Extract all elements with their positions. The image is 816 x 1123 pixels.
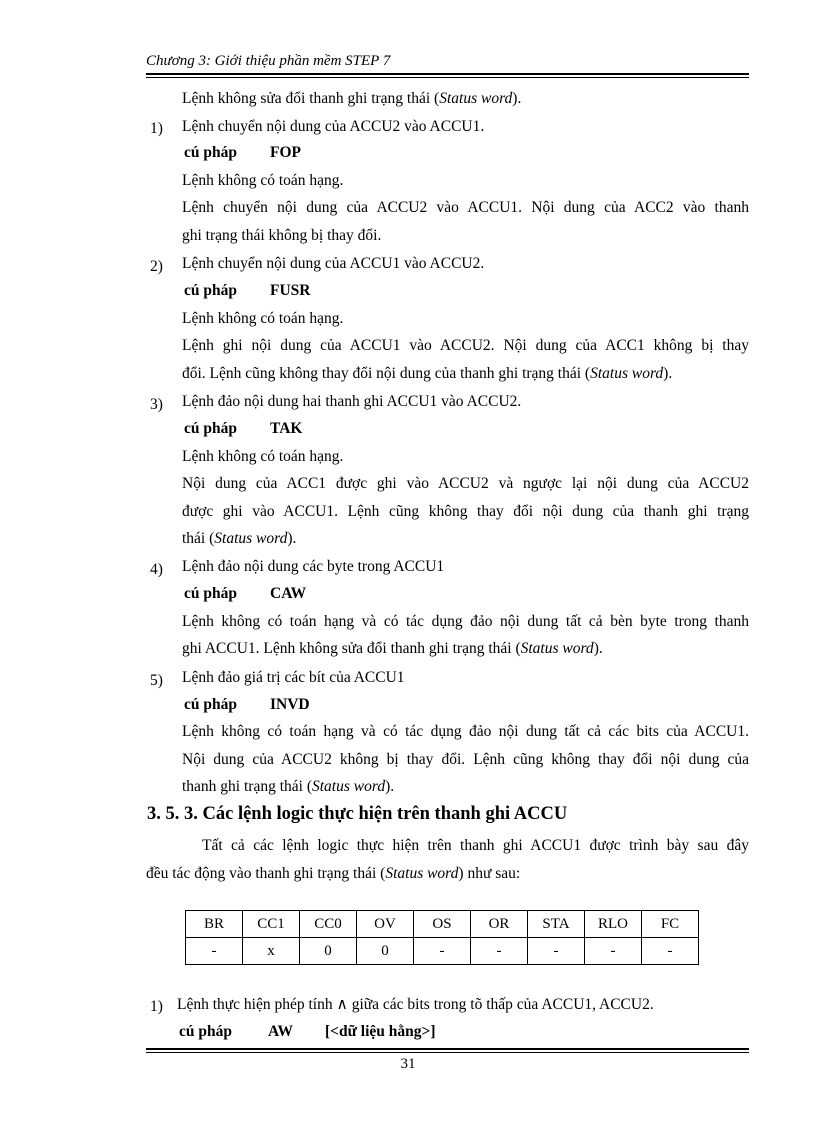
syntax-label: cú pháp [184,696,237,713]
body-line: được ghi vào ACCU1. Lệnh cũng không thay đổi nội dung của thanh ghi trạng [182,503,749,520]
body-line: Nội dung của ACCU2 không bị thay đổi. Lệnh cũng không thay đổi nội dung của [182,751,749,768]
table-cell: - [414,938,471,965]
item-title: Lệnh thực hiện phép tính ∧ giữa các bits trong tõ thấp của ACCU1, ACCU2. [177,996,654,1013]
item-title: Lệnh chuyển nội dung của ACCU2 vào ACCU1. [182,118,485,135]
item-number: 5) [150,672,163,689]
syntax-label: cú pháp [184,420,237,437]
table-cell: - [528,938,585,965]
body-line: đều tác động vào thanh ghi trạng thái (Status word) như sau: [146,865,521,882]
item-number: 4) [150,561,163,578]
table-cell: - [471,938,528,965]
item-number: 3) [150,396,163,413]
footer-rule-thin [146,1052,749,1053]
table-cell: 0 [300,938,357,965]
body-line: đổi. Lệnh cũng không thay đổi nội dung của thanh ghi trạng thái (Status word). [182,365,673,382]
table-cell: 0 [357,938,414,965]
table-header-row [186,911,699,938]
item-number: 1) [150,120,163,137]
table-cell: - [186,938,243,965]
syntax-label: cú pháp [184,282,237,299]
body-line: ghi trạng thái không bị thay đổi. [182,227,382,244]
table-cell: - [642,938,699,965]
body-line: Lệnh không sửa đổi thanh ghi trạng thái (Status word). [182,90,522,107]
footer-rule [146,1048,749,1050]
table-header-cell: OV [357,911,414,938]
syntax-command: INVD [270,696,310,713]
body-line: ghi ACCU1. Lệnh không sửa đổi thanh ghi trạng thái (Status word). [182,640,603,657]
syntax-label: cú pháp [184,585,237,602]
item-number: 1) [150,998,163,1015]
item-number: 2) [150,258,163,275]
table-header-cell: CC0 [300,911,357,938]
syntax-command: AW [268,1023,293,1040]
body-line: Tất cả các lệnh logic thực hiện trên thanh ghi ACCU1 được trình bày sau đây [202,837,749,854]
body-line: Nội dung của ACC1 được ghi vào ACCU2 và ngược lại nội dung của ACCU2 [182,475,749,492]
item-title: Lệnh chuyển nội dung của ACCU1 vào ACCU2. [182,255,485,272]
body-line: Lệnh không có toán hạng. [182,172,344,189]
header-rule-thin [146,77,749,78]
section-heading: 3. 5. 3. Các lệnh logic thực hiện trên thanh ghi ACCU [147,804,568,824]
syntax-command: FUSR [270,282,311,299]
syntax-command: TAK [270,420,303,437]
item-title: Lệnh đảo giá trị các bít của ACCU1 [182,669,405,686]
item-title: Lệnh đảo nội dung các byte trong ACCU1 [182,558,445,575]
body-line: Lệnh không có toán hạng và có tác dụng đảo nội dung tất cả bèn byte trong thanh [182,613,749,630]
body-line: Lệnh không có toán hạng. [182,448,344,465]
body-line: Lệnh không có toán hạng. [182,310,344,327]
syntax-label: cú pháp [179,1023,232,1040]
header-rule [146,73,749,75]
chapter-header: Chương 3: Giới thiệu phần mềm STEP 7 [146,53,391,69]
table-header-cell: BR [186,911,243,938]
body-line: thái (Status word). [182,530,297,547]
syntax-command: FOP [270,144,301,161]
syntax-command: CAW [270,585,307,602]
page-number: 31 [400,1056,416,1072]
table-header-cell: RLO [585,911,642,938]
body-line: thanh ghi trạng thái (Status word). [182,778,395,795]
item-title: Lệnh đảo nội dung hai thanh ghi ACCU1 vào ACCU2. [182,393,522,410]
table-header-cell: STA [528,911,585,938]
table-header-cell: OR [471,911,528,938]
table-cell: - [585,938,642,965]
table-row [186,938,699,965]
body-line: Lệnh chuyển nội dung của ACCU2 vào ACCU1. Nội dung của ACC2 vào thanh [182,199,749,216]
table-cell: x [243,938,300,965]
table-header-cell: CC1 [243,911,300,938]
body-line: Lệnh không có toán hạng và có tác dụng đảo nội dung tất cả các bits của ACCU1. [182,723,749,740]
table-header-cell: FC [642,911,699,938]
syntax-argument: [<dữ liệu hằng>] [325,1023,436,1040]
table-header-cell: OS [414,911,471,938]
body-line: Lệnh ghi nội dung của ACCU1 vào ACCU2. Nội dung của ACC1 không bị thay [182,337,749,354]
status-word-table [185,910,699,965]
syntax-label: cú pháp [184,144,237,161]
